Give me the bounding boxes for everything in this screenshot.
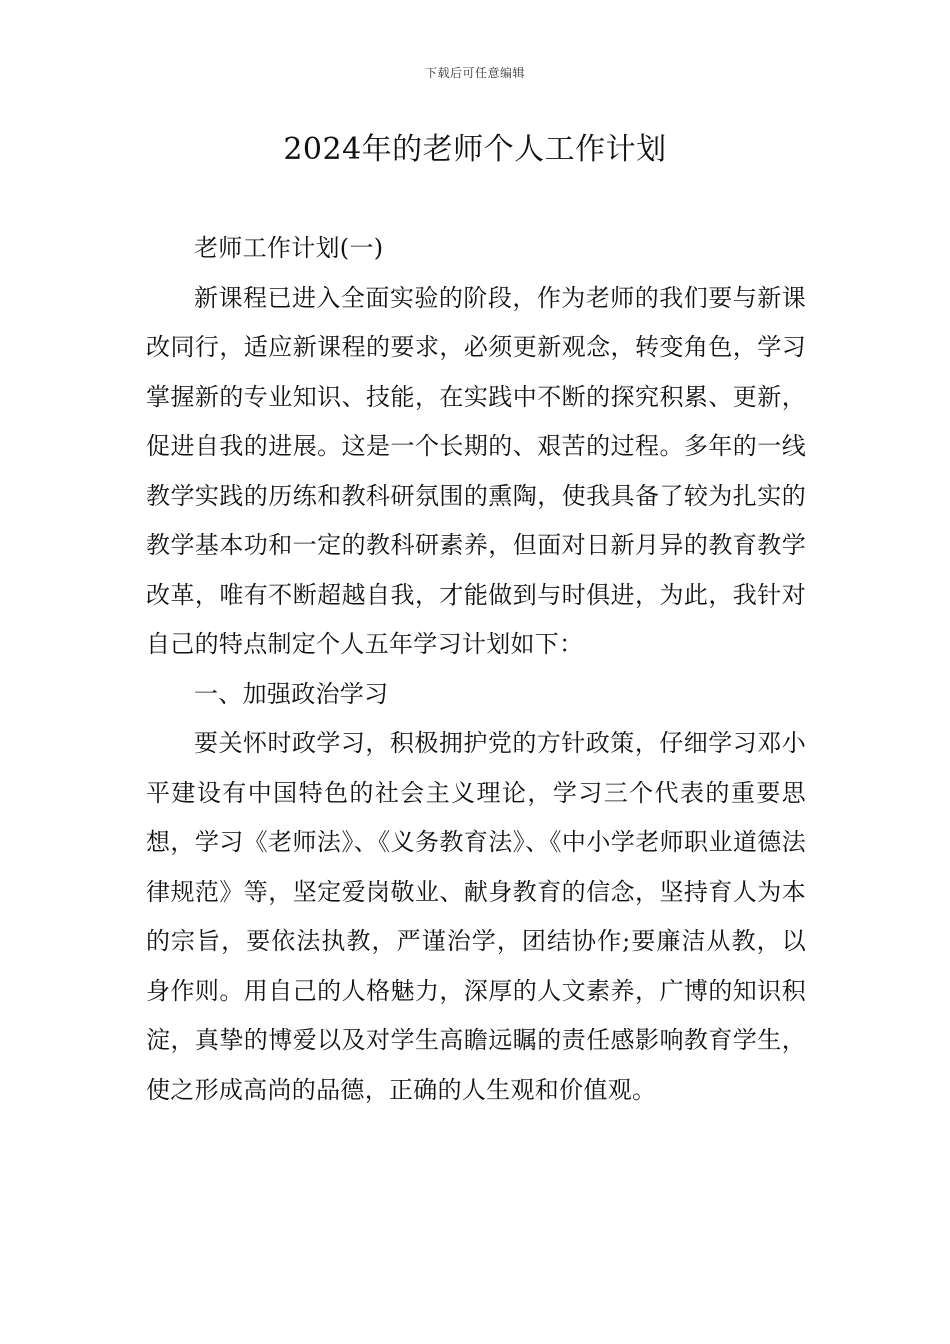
document-title: 2024年的老师个人工作计划 [283, 132, 667, 167]
section-heading-plan-one: 老师工作计划(一) [194, 234, 384, 262]
section-heading-politics: 一、加强政治学习 [194, 679, 389, 708]
paragraph-politics: 要关怀时政学习，积极拥护党的方针政策，仔细学习邓小平建设有中国特色的社会主义理论，学习三个代表的重要思想，学习《老师法》、《义务教育法》、《中小学老师职业道德法律规范》等，坚定爱岗敬业、献身教育的信念，坚持育人为本的宗旨，要依法执教，严谨治学，团结协作;要廉洁从教，以身作则。用自己的人格魅力，深厚的人文素养，广博的知识积淀，真挚的博爱以及对学生高瞻远瞩的责任感影响教育学生，使之形成高尚的品德，正确的人生观和价值观。 [146, 729, 806, 1104]
document-body [146, 224, 806, 1115]
header-note: 下载后可任意编辑 [424, 66, 525, 80]
paragraph-intro: 新课程已进入全面实验的阶段，作为老师的我们要与新课改同行，适应新课程的要求，必须更新观念，转变角色，学习掌握新的专业知识、技能，在实践中不断的探究积累、更新，促进自我的进展。这是一个长期的、艰苦的过程。多年的一线教学实践的历练和教科研氛围的熏陶，使我具备了较为扎实的教学基本功和一定的教科研素养，但面对日新月异的教育教学改革，唯有不断超越自我，才能做到与时俱进，为此，我针对自己的特点制定个人五年学习计划如下： [146, 283, 806, 658]
